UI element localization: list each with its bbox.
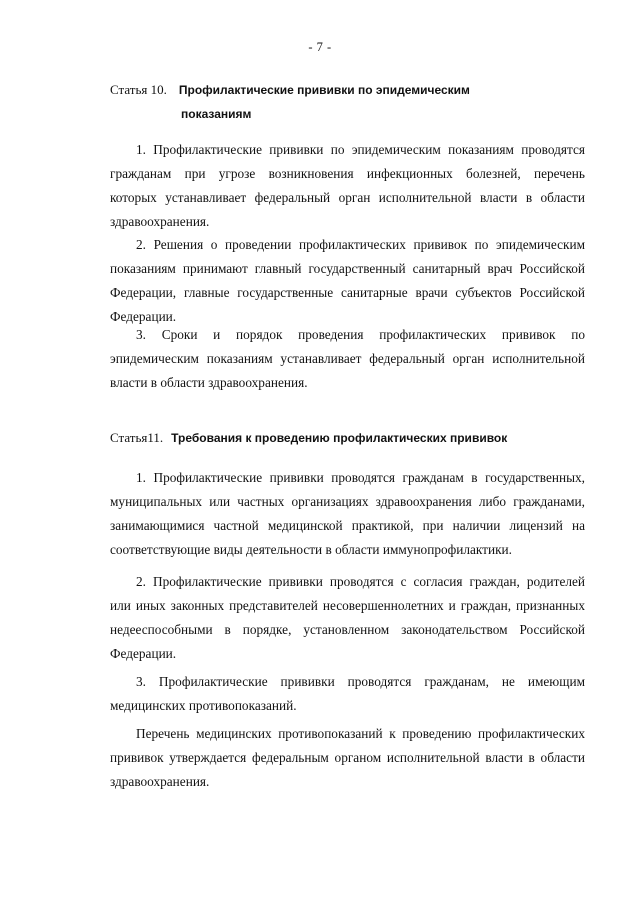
page-number: - 7 - [308,40,332,54]
text-line: Перечень медицинских противопоказаний к проведению профилактических [136,726,585,741]
article-11-paragraph-3 [110,670,585,718]
article-10-heading [110,80,470,100]
text-line: соответствующие виды деятельности в области иммунопрофилактики. [110,542,512,557]
article-11-title: Требования к проведению профилактических прививок [171,431,508,445]
text-line: Федерации. [110,309,177,324]
text-line: 3. Сроки и порядок проведения профилактических прививок по [136,327,585,342]
text-line: Федерации, главные государственные санитарные врачи субъектов Российской [110,285,585,300]
article-11-paragraph-2 [110,570,585,666]
text-line: 2. Профилактические прививки проводятся с согласия граждан, родителей [136,574,585,589]
text-line: медицинских противопоказаний. [110,698,297,713]
text-line: здравоохранения. [110,774,210,789]
text-line: прививок утверждается федеральным органом исполнительной власти в области [110,750,585,765]
text-line: показаниям принимают главный государственный санитарный врач Российской [110,261,585,276]
text-line: 1. Профилактические прививки проводятся гражданам в государственных, [136,470,585,485]
text-line: 1. Профилактические прививки по эпидемическим показаниям проводятся [136,142,585,157]
text-line: Федерации. [110,646,177,661]
article-11-paragraph-1 [110,466,585,562]
text-line: муниципальных или частных организациях здравоохранения либо гражданами, [110,494,585,509]
article-10-title-line1: Профилактические прививки по эпидемическим [178,83,470,97]
text-line: 3. Профилактические прививки проводятся гражданам, не имеющим [136,674,585,689]
text-line: или иных законных представителей несовершеннолетних и граждан, признанных [110,598,585,613]
article-10-paragraph-3 [110,323,585,395]
text-line: власти в области здравоохранения. [110,375,308,390]
article-11-paragraph-4 [110,722,585,794]
text-line: гражданам при угрозе возникновения инфекционных болезней, перечень [110,166,585,181]
article-10-title-line2: показаниям [181,107,252,121]
text-line: занимающимися частной медицинской практикой, при наличии лицензий на [110,518,585,533]
text-line: эпидемическим показаниям устанавливает федеральный орган исполнительной [110,351,585,366]
article-10-paragraph-2 [110,233,585,329]
text-line: которых устанавливает федеральный орган исполнительной власти в области [110,190,585,205]
text-line: здравоохранения. [110,214,210,229]
article-10-number: Статья 10. [110,82,167,97]
article-11-heading [110,428,507,448]
text-line: недееспособными в порядке, установленном законодательством Российской [110,622,585,637]
text-line: 2. Решения о проведении профилактических прививок по эпидемическим [136,237,585,252]
article-11-number: Статья11. [110,430,164,445]
article-10-paragraph-1 [110,138,585,234]
